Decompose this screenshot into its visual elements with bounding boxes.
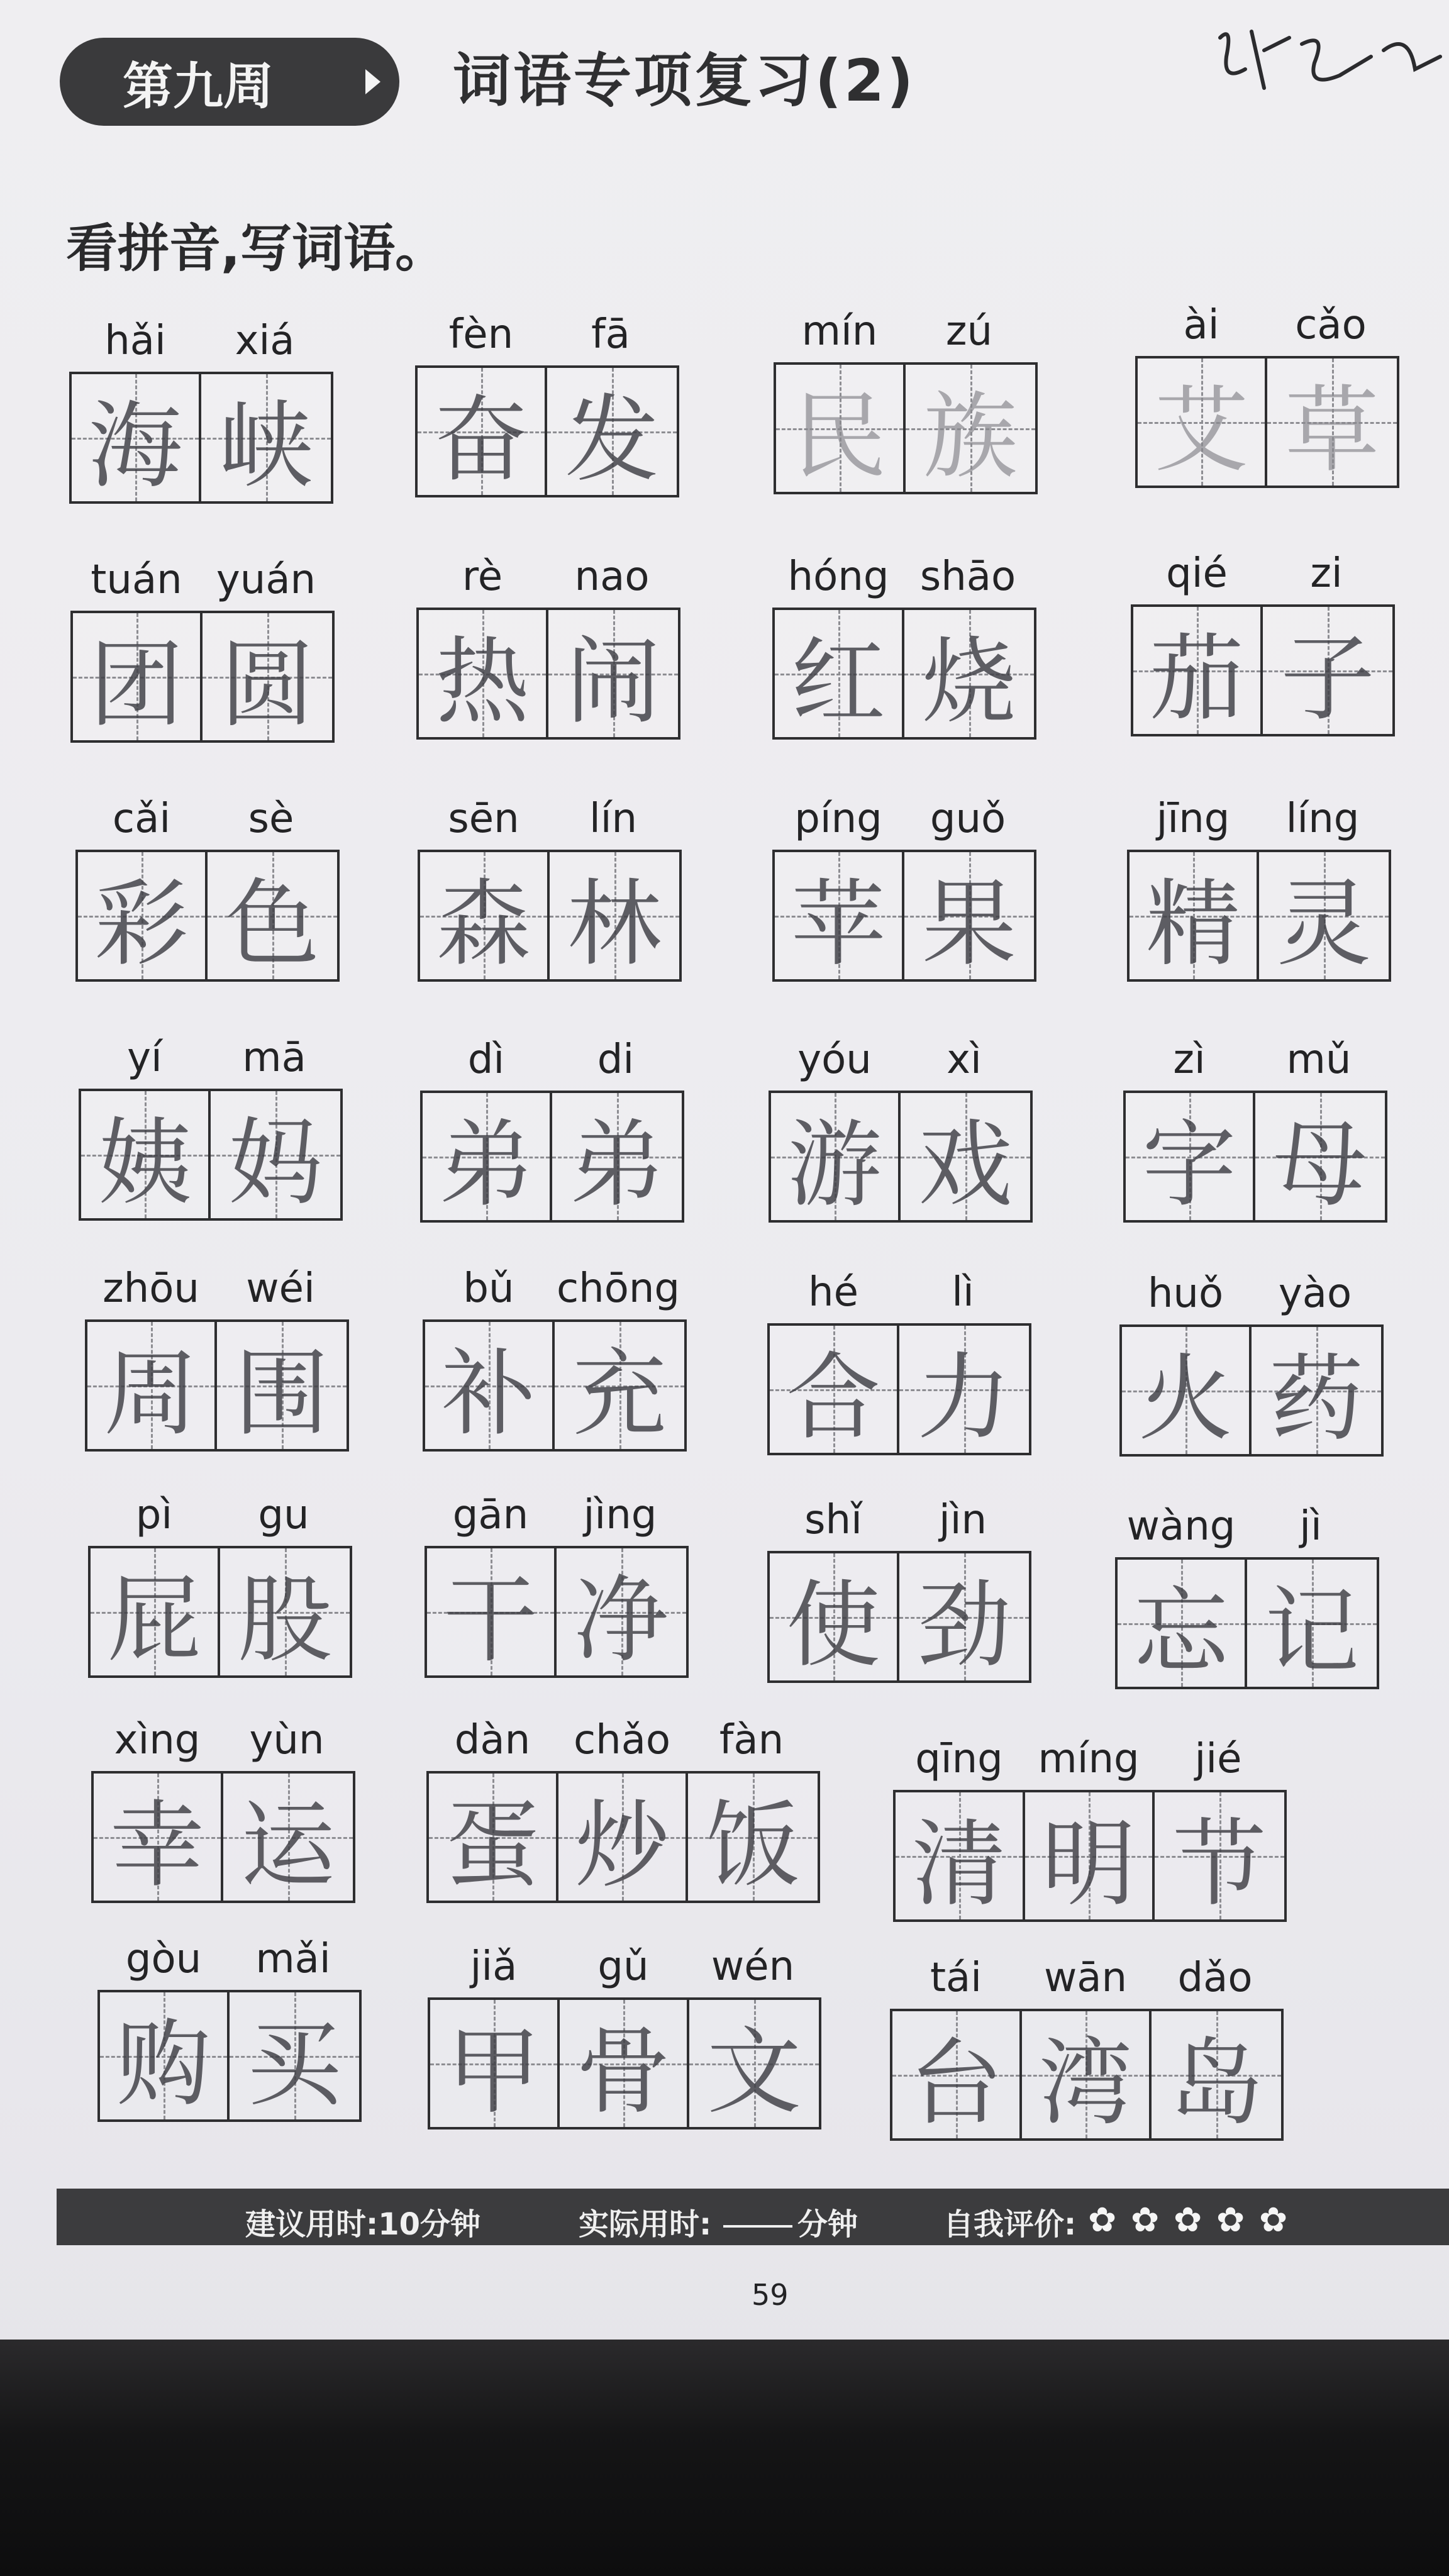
handwritten-character: 炒	[575, 1791, 670, 1901]
tianzige-cell[interactable]	[220, 1548, 350, 1675]
tianzige-cell[interactable]	[208, 852, 337, 979]
tianzige-cell[interactable]	[94, 1774, 223, 1901]
instruction-text: 看拼音,写词语。	[66, 219, 447, 279]
pinyin-syllable: hǎi	[104, 318, 166, 364]
tianzige-cell[interactable]	[87, 1322, 217, 1449]
pinyin-syllable: guǒ	[930, 796, 1006, 842]
handwritten-character: 明	[1041, 1810, 1136, 1919]
handwritten-character: 姨	[97, 1109, 192, 1218]
writing-grid	[428, 1997, 821, 2129]
pinyin-syllable: sè	[248, 796, 294, 842]
tianzige-cell[interactable]	[899, 1326, 1029, 1453]
writing-grid	[418, 850, 682, 982]
pinyin-syllable: líng	[1285, 796, 1360, 842]
tianzige-cell[interactable]	[1126, 1093, 1255, 1220]
tianzige-cell[interactable]	[555, 1322, 684, 1449]
pinyin-syllable: fèn	[448, 311, 514, 358]
tianzige-cell[interactable]	[776, 365, 906, 492]
writing-grid	[416, 608, 680, 740]
writing-grid	[1131, 604, 1395, 736]
tianzige-cell[interactable]	[904, 852, 1034, 979]
tianzige-cell[interactable]	[1255, 1093, 1385, 1220]
handwritten-character: 记	[1265, 1577, 1360, 1687]
handwritten-character: 购	[116, 2010, 211, 2119]
handwritten-character: 草	[1285, 376, 1380, 486]
tianzige-cell[interactable]	[904, 610, 1034, 737]
tianzige-cell[interactable]	[552, 1093, 682, 1220]
play-arrow-icon	[365, 69, 380, 94]
writing-grid	[890, 2009, 1284, 2141]
pinyin-syllable: tái	[930, 1955, 982, 2001]
writing-grid	[88, 1546, 352, 1678]
tianzige-cell[interactable]	[775, 610, 904, 737]
suggested-time: 建议用时:10分钟	[245, 2207, 480, 2242]
tianzige-cell[interactable]	[78, 852, 208, 979]
tianzige-cell[interactable]	[896, 1792, 1025, 1919]
pinyin-syllable: nao	[574, 553, 650, 600]
tianzige-cell[interactable]	[1252, 1327, 1381, 1454]
handwritten-character: 游	[787, 1111, 882, 1220]
tianzige-cell[interactable]	[771, 1093, 901, 1220]
handwritten-character: 药	[1269, 1345, 1364, 1454]
pinyin-syllable: xì	[947, 1036, 982, 1083]
tianzige-cell[interactable]	[430, 2000, 560, 2127]
handwritten-character: 甲	[447, 2018, 541, 2127]
handwritten-character: 子	[1280, 625, 1375, 734]
pinyin-syllable: hé	[808, 1269, 858, 1316]
handwritten-character: 艾	[1154, 376, 1249, 486]
handwritten-character: 母	[1273, 1111, 1368, 1220]
star-icon[interactable]: ✿	[1259, 2200, 1288, 2240]
handwritten-character: 族	[923, 382, 1018, 492]
tianzige-cell[interactable]	[1122, 1327, 1252, 1454]
pinyin-syllable: fàn	[719, 1717, 784, 1763]
handwritten-character: 运	[241, 1791, 336, 1901]
tianzige-cell[interactable]	[1133, 607, 1263, 734]
pinyin-syllable: rè	[462, 553, 503, 600]
writing-grid	[1135, 356, 1399, 488]
pinyin-syllable: huǒ	[1147, 1270, 1224, 1317]
tianzige-cell[interactable]	[770, 1326, 899, 1453]
pinyin-syllable: míng	[1038, 1736, 1140, 1782]
pinyin-syllable: zhōu	[103, 1265, 199, 1312]
pinyin-syllable: dǎo	[1177, 1955, 1253, 2001]
handwritten-signature	[1208, 13, 1446, 101]
writing-grid	[425, 1546, 689, 1678]
writing-grid	[91, 1771, 355, 1903]
handwritten-character: 苹	[791, 870, 886, 979]
handwritten-character: 精	[1146, 870, 1241, 979]
tianzige-cell[interactable]	[550, 852, 679, 979]
writing-grid	[420, 1091, 684, 1223]
pinyin-syllable: píng	[794, 796, 882, 842]
handwritten-character: 饭	[706, 1791, 801, 1901]
star-icon[interactable]: ✿	[1088, 2200, 1117, 2240]
pinyin-syllable: jì	[1299, 1503, 1322, 1550]
tianzige-cell[interactable]	[548, 610, 678, 737]
handwritten-character: 劲	[917, 1571, 1012, 1680]
pinyin-syllable: lín	[589, 796, 638, 842]
tianzige-cell[interactable]	[429, 1774, 558, 1901]
tianzige-cell[interactable]	[1022, 2011, 1152, 2138]
pinyin-syllable: yuán	[216, 557, 316, 603]
tianzige-cell[interactable]	[420, 852, 550, 979]
tianzige-cell[interactable]	[81, 1091, 211, 1218]
tianzige-cell[interactable]	[906, 365, 1035, 492]
pinyin-syllable: cǎo	[1295, 302, 1367, 348]
handwritten-character: 妈	[228, 1109, 323, 1218]
handwritten-character: 团	[89, 631, 184, 740]
writing-grid	[79, 1089, 343, 1221]
pinyin-syllable: lì	[952, 1269, 974, 1316]
handwritten-character: 彩	[94, 870, 189, 979]
handwritten-character: 湾	[1038, 2029, 1133, 2138]
handwritten-character: 峡	[219, 392, 314, 501]
pinyin-syllable: mín	[801, 308, 878, 355]
writing-grid	[1119, 1324, 1384, 1457]
writing-grid	[772, 850, 1036, 982]
tianzige-cell[interactable]	[223, 1774, 353, 1901]
pinyin-syllable: jīng	[1156, 796, 1230, 842]
writing-grid	[415, 365, 679, 497]
pinyin-syllable: yào	[1278, 1270, 1352, 1317]
tianzige-cell[interactable]	[557, 1548, 686, 1675]
writing-grid	[1127, 850, 1391, 982]
writing-grid	[774, 362, 1038, 494]
handwritten-character: 发	[565, 386, 660, 495]
pinyin-syllable: jié	[1194, 1736, 1242, 1782]
writing-grid	[75, 850, 340, 982]
pinyin-syllable: gu	[258, 1492, 309, 1538]
tianzige-cell[interactable]	[418, 368, 547, 495]
footer-bar	[57, 2189, 1449, 2245]
pinyin-syllable: fā	[591, 311, 630, 358]
handwritten-character: 果	[922, 870, 1017, 979]
handwritten-character: 岛	[1169, 2029, 1264, 2138]
tianzige-cell[interactable]	[423, 1093, 552, 1220]
tianzige-cell[interactable]	[558, 1774, 688, 1901]
page-title: 词语专项复习(2)	[453, 47, 916, 114]
handwritten-character: 幸	[110, 1791, 205, 1901]
writing-grid	[767, 1323, 1031, 1455]
handwritten-character: 红	[791, 628, 886, 737]
tianzige-cell[interactable]	[770, 1553, 899, 1680]
writing-grid	[1115, 1557, 1379, 1689]
writing-grid	[1123, 1091, 1387, 1223]
pinyin-syllable: qié	[1166, 550, 1228, 597]
pinyin-syllable: mǔ	[1286, 1036, 1352, 1083]
actual-time-label: 实际用时:	[579, 2207, 712, 2242]
handwritten-character: 茄	[1150, 625, 1245, 734]
handwritten-character: 热	[435, 628, 530, 737]
tianzige-cell[interactable]	[100, 1992, 230, 2119]
pinyin-syllable: wén	[711, 1943, 795, 1990]
writing-grid	[893, 1790, 1287, 1922]
pinyin-syllable: cǎi	[112, 796, 171, 842]
star-icon[interactable]: ✿	[1131, 2200, 1160, 2240]
handwritten-character: 林	[567, 870, 662, 979]
writing-grid	[767, 1551, 1031, 1683]
tianzige-cell[interactable]	[560, 2000, 689, 2127]
pinyin-syllable: di	[597, 1036, 635, 1083]
pinyin-syllable: sēn	[448, 796, 519, 842]
page-number: 59	[752, 2278, 789, 2312]
handwritten-character: 奋	[434, 386, 529, 495]
tianzige-cell[interactable]	[1267, 358, 1397, 486]
tianzige-cell[interactable]	[230, 1992, 359, 2119]
tianzige-cell[interactable]	[211, 1091, 340, 1218]
tianzige-cell[interactable]	[899, 1553, 1029, 1680]
background-surface	[0, 2340, 1449, 2576]
handwritten-character: 忘	[1134, 1577, 1229, 1687]
pinyin-syllable: qīng	[915, 1736, 1003, 1782]
handwritten-character: 海	[88, 392, 183, 501]
pinyin-syllable: bǔ	[463, 1265, 514, 1312]
handwritten-character: 合	[786, 1343, 881, 1453]
handwritten-character: 民	[792, 382, 887, 492]
tianzige-cell[interactable]	[72, 374, 201, 501]
pinyin-syllable: tuán	[91, 557, 182, 603]
pinyin-syllable: zì	[1173, 1036, 1206, 1083]
tianzige-cell[interactable]	[1118, 1560, 1247, 1687]
handwritten-character: 森	[436, 870, 531, 979]
handwritten-character: 周	[104, 1340, 199, 1449]
pinyin-syllable: yí	[127, 1035, 162, 1081]
pinyin-syllable: chōng	[556, 1265, 680, 1312]
tianzige-cell[interactable]	[419, 610, 548, 737]
tianzige-cell[interactable]	[688, 1774, 818, 1901]
handwritten-character: 圆	[220, 631, 315, 740]
pinyin-syllable: yóu	[797, 1036, 872, 1083]
pinyin-syllable: mǎi	[255, 1936, 331, 1982]
writing-grid	[70, 611, 335, 743]
pinyin-syllable: dàn	[454, 1717, 531, 1763]
handwritten-character: 骨	[576, 2018, 671, 2127]
star-icon[interactable]: ✿	[1174, 2200, 1202, 2240]
tianzige-cell[interactable]	[689, 2000, 819, 2127]
star-icon[interactable]: ✿	[1216, 2200, 1245, 2240]
pinyin-syllable: gān	[452, 1492, 529, 1538]
tianzige-cell[interactable]	[91, 1548, 220, 1675]
handwritten-character: 戏	[918, 1111, 1013, 1220]
handwritten-character: 节	[1172, 1810, 1267, 1919]
pinyin-syllable: wān	[1043, 1955, 1128, 2001]
writing-grid	[769, 1091, 1033, 1223]
pinyin-syllable: hóng	[787, 553, 889, 600]
actual-time-blank	[723, 2225, 792, 2228]
tianzige-cell[interactable]	[1025, 1792, 1155, 1919]
pinyin-syllable: mā	[242, 1035, 306, 1081]
pinyin-syllable: wéi	[246, 1265, 315, 1312]
pinyin-syllable: gǔ	[597, 1943, 649, 1990]
week-badge	[60, 38, 399, 126]
pinyin-syllable: chǎo	[573, 1717, 671, 1763]
pinyin-syllable: shāo	[919, 553, 1016, 600]
handwritten-character: 闹	[566, 628, 661, 737]
handwritten-character: 补	[441, 1340, 536, 1449]
handwritten-character: 充	[572, 1340, 667, 1449]
tianzige-cell[interactable]	[73, 613, 203, 740]
tianzige-cell[interactable]	[775, 852, 904, 979]
tianzige-cell[interactable]	[201, 374, 331, 501]
handwritten-character: 烧	[922, 628, 1017, 737]
pinyin-syllable: ài	[1183, 302, 1219, 348]
pinyin-syllable: zi	[1310, 550, 1343, 597]
handwritten-character: 字	[1142, 1111, 1237, 1220]
handwritten-character: 台	[909, 2029, 1004, 2138]
handwritten-character: 色	[225, 870, 320, 979]
handwritten-character: 弟	[439, 1111, 534, 1220]
handwritten-character: 文	[707, 2018, 802, 2127]
handwritten-character: 力	[917, 1343, 1012, 1453]
self-eval-label: 自我评价:	[943, 2207, 1077, 2242]
pinyin-syllable: xiá	[235, 318, 295, 364]
tianzige-cell[interactable]	[425, 1322, 555, 1449]
tianzige-cell[interactable]	[1138, 358, 1267, 486]
pinyin-syllable: wàng	[1126, 1503, 1236, 1550]
tianzige-cell[interactable]	[217, 1322, 347, 1449]
writing-grid	[423, 1319, 687, 1452]
handwritten-character: 火	[1138, 1345, 1233, 1454]
pinyin-syllable: xìng	[114, 1717, 201, 1763]
handwritten-character: 使	[786, 1571, 881, 1680]
handwritten-character: 净	[574, 1566, 669, 1675]
writing-grid	[426, 1771, 820, 1903]
handwritten-character: 围	[235, 1340, 330, 1449]
tianzige-cell[interactable]	[427, 1548, 557, 1675]
handwritten-character: 屁	[107, 1566, 202, 1675]
handwritten-character: 灵	[1277, 870, 1372, 979]
pinyin-syllable: pì	[135, 1492, 173, 1538]
tianzige-cell[interactable]	[892, 2011, 1022, 2138]
tianzige-cell[interactable]	[901, 1093, 1030, 1220]
handwritten-character: 清	[912, 1810, 1007, 1919]
tianzige-cell[interactable]	[1259, 852, 1389, 979]
writing-grid	[85, 1319, 349, 1452]
actual-time-unit: 分钟	[797, 2207, 858, 2242]
handwritten-character: 蛋	[445, 1791, 540, 1901]
tianzige-cell[interactable]	[1155, 1792, 1284, 1919]
pinyin-syllable: jiǎ	[470, 1943, 518, 1990]
writing-grid	[772, 608, 1036, 740]
tianzige-cell[interactable]	[1247, 1560, 1377, 1687]
pinyin-syllable: yùn	[249, 1717, 325, 1763]
tianzige-cell[interactable]	[547, 368, 677, 495]
tianzige-cell[interactable]	[1263, 607, 1392, 734]
pinyin-syllable: gòu	[125, 1936, 202, 1982]
handwritten-character: 干	[443, 1566, 538, 1675]
pinyin-syllable: dì	[467, 1036, 505, 1083]
tianzige-cell[interactable]	[203, 613, 332, 740]
writing-grid	[97, 1990, 362, 2122]
pinyin-syllable: jìn	[938, 1497, 987, 1543]
handwritten-character: 股	[238, 1566, 333, 1675]
week-label: 第九周	[123, 57, 274, 116]
writing-grid	[69, 372, 333, 504]
pinyin-syllable: shǐ	[804, 1497, 862, 1543]
handwritten-character: 弟	[570, 1111, 665, 1220]
handwritten-character: 买	[247, 2010, 342, 2119]
pinyin-syllable: zú	[945, 308, 993, 355]
tianzige-cell[interactable]	[1130, 852, 1259, 979]
tianzige-cell[interactable]	[1152, 2011, 1281, 2138]
pinyin-syllable: jìng	[583, 1492, 657, 1538]
